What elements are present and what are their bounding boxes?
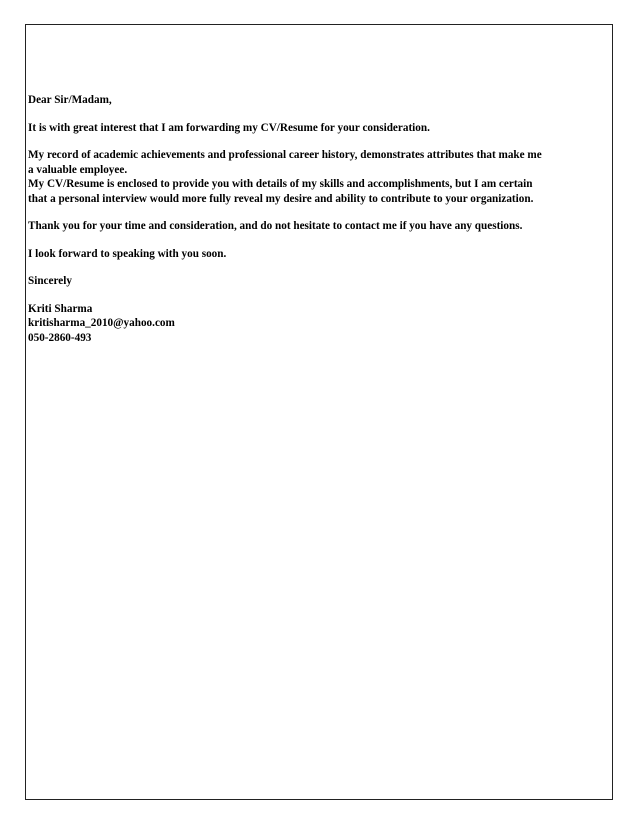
signature-email: kritisharma_2010@yahoo.com	[28, 317, 175, 329]
record-paragraph	[28, 148, 612, 177]
cv-paragraph	[28, 177, 612, 206]
record-line-2: a valuable employee.	[28, 163, 128, 176]
salutation: Dear Sir/Madam,	[28, 94, 112, 106]
signature-phone: 050-2860-493	[28, 331, 92, 344]
signature-name: Kriti Sharma	[28, 302, 93, 315]
thanks-paragraph: Thank you for your time and consideration, and do not hesitate to contact me if you have any questions.	[28, 220, 523, 232]
look-forward-paragraph: I look forward to speaking with you soon.	[28, 247, 227, 260]
cv-line-1: My CV/Resume is enclosed to provide you with details of my skills and accomplishments, but I am certain	[28, 178, 533, 190]
cover-letter	[28, 93, 612, 345]
closing: Sincerely	[28, 275, 72, 287]
cv-line-2: that a personal interview would more fully reveal my desire and ability to contribute to your organization.	[28, 192, 534, 205]
intro-paragraph: It is with great interest that I am forwarding my CV/Resume for your consideration.	[28, 121, 430, 134]
record-line-1: My record of academic achievements and professional career history, demonstrates attributes that make me	[28, 149, 542, 161]
